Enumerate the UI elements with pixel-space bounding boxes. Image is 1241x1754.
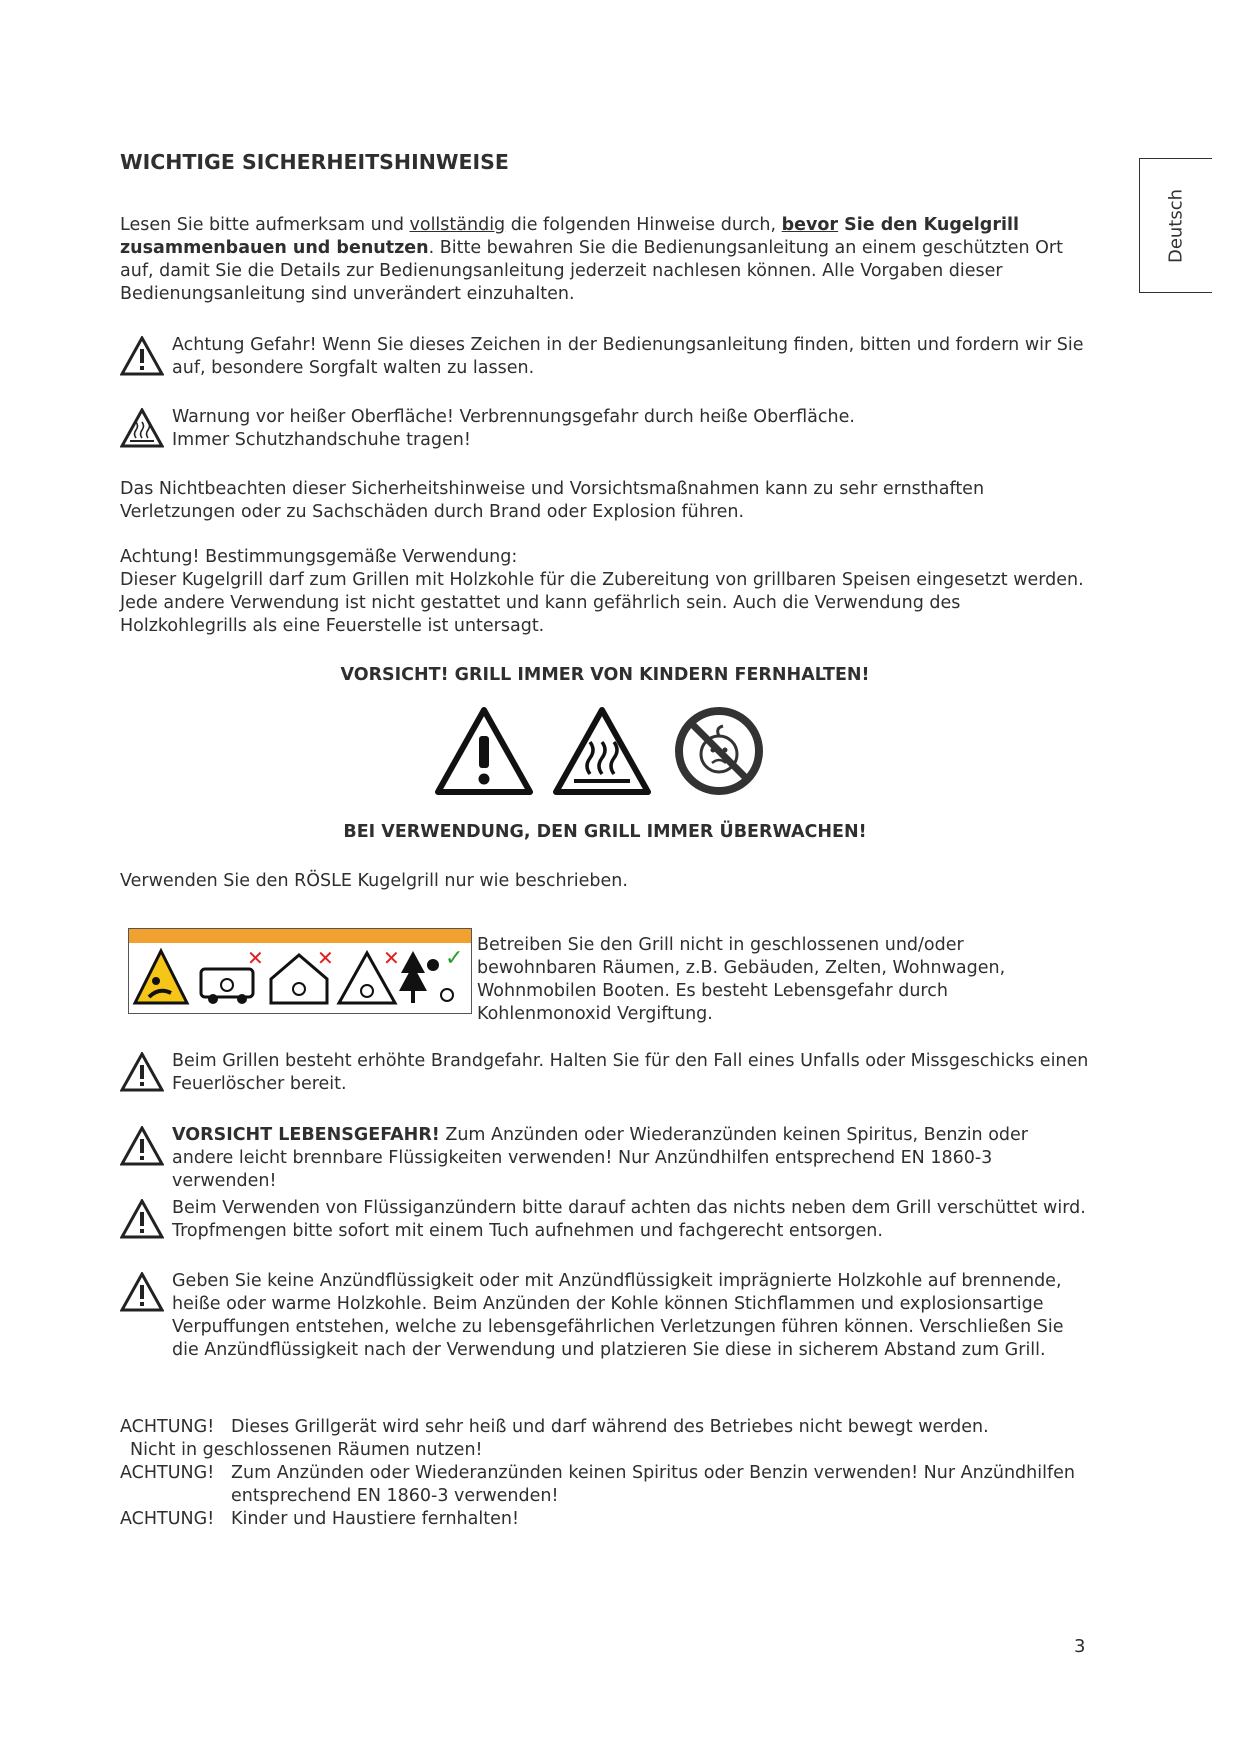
pictogram-header-bar: [129, 929, 471, 943]
svg-text:✕: ✕: [383, 946, 400, 970]
warning-hot-surface: Warnung vor heißer Oberfläche! Verbrennungsgefahr durch heiße Oberfläche. Immer Schutzhandschuhe tragen!: [120, 406, 1090, 452]
hot-surface-icon: [120, 408, 164, 448]
warning-fire-risk: Beim Grillen besteht erhöhte Brandgefahr. Halten Sie für den Fall eines Unfalls oder Missgeschicks einen Feuerlöscher bereit.: [120, 1050, 1090, 1096]
pictograms-icon: [129, 943, 470, 1013]
warning-triangle-icon: [120, 1052, 164, 1092]
warning-danger: Achtung Gefahr! Wenn Sie dieses Zeichen in der Bedienungsanleitung finden, bitten und fordern wir Sie auf, besondere Sorgfalt walten zu lassen.: [120, 334, 1090, 380]
large-hot-surface-icon: [552, 706, 652, 796]
svg-text:✕: ✕: [247, 946, 264, 970]
ignore-warning-paragraph: Das Nichtbeachten dieser Sicherheitshinweise und Vorsichtsmaßnahmen kann zu sehr ernsthaften Verletzungen oder zu Sachschäden durch Brand oder Explosion führen.: [120, 479, 985, 522]
caution-children: VORSICHT! GRILL IMMER VON KINDERN FERNHALTEN!: [340, 665, 870, 685]
page-title: WICHTIGE SICHERHEITSHINWEISE: [120, 150, 509, 174]
usage-title: Achtung! Bestimmungsgemäße Verwendung:: [120, 547, 518, 567]
language-tab-label: Deutsch: [1165, 188, 1187, 263]
warning-liquid-igniter: Beim Verwenden von Flüssiganzündern bitte darauf achten das nichts neben dem Grill verschüttet wird. Tropfmengen bitte sofort mit einem Tuch aufnehmen und fachgerecht entsorgen.: [120, 1197, 1090, 1243]
large-warning-triangle-icon: [434, 706, 534, 796]
notice-1: ACHTUNG! Dieses Grillgerät wird sehr heiß und darf während des Betriebes nicht bewegt werden. Nicht in geschlossenen Räumen nutzen!: [120, 1417, 989, 1460]
usage-section: [120, 546, 1090, 638]
caution-supervise: BEI VERWENDUNG, DEN GRILL IMMER ÜBERWACHEN!: [343, 822, 867, 842]
page-number: 3: [1074, 1636, 1086, 1657]
warning-no-fluid: Geben Sie keine Anzündflüssigkeit oder mit Anzündflüssigkeit imprägnierte Holzkohle auf brennende, heiße oder warme Holzkohle. Beim Anzünden der Kohle können Stichflammen und explosionsartige Verpuffungen entstehen, welche zu lebensgefährlichen Verletzungen führen können. Verschließen Sie die Anzündflüssigkeit nach der Verwendung und platzieren Sie diese in sicherem Abstand zum Grill.: [120, 1270, 1090, 1362]
notice-3: ACHTUNG! Kinder und Haustiere fernhalten!: [120, 1509, 519, 1529]
intro-paragraph: Lesen Sie bitte aufmerksam und vollständig die folgenden Hinweise durch, bevor Sie den Kugelgrill zusammenbauen und benutzen. Bitte bewahren Sie die Bedienungsanleitung an einem geschützten Ort auf, damit Sie die Details zur Bedienungsanleitung jederzeit nachlesen können. Alle Vorgaben dieser Bedienungsanleitung sind unverändert einzuhalten.: [120, 215, 1063, 304]
warning-triangle-icon: [120, 1199, 164, 1239]
language-tab: [1139, 158, 1212, 293]
warning-life-danger: VORSICHT LEBENSGEFAHR! Zum Anzünden oder Wiederanzünden keinen Spiritus, Benzin oder andere leicht brennbare Flüssigkeiten verwenden! Nur Anzündhilfen entsprechend EN 1860-3 verwenden!: [120, 1124, 1090, 1193]
closed-rooms-text: Betreiben Sie den Grill nicht in geschlossenen und/oder bewohnbaren Räumen, z.B. Gebäuden, Zelten, Wohnwagen, Wohnmobilen Booten. Es besteht Lebensgefahr durch Kohlenmonoxid Vergiftung.: [477, 935, 1006, 1024]
warning-triangle-icon: [120, 336, 164, 376]
use-as-described: Verwenden Sie den RÖSLE Kugelgrill nur wie beschrieben.: [120, 871, 628, 891]
svg-text:✕: ✕: [317, 946, 334, 970]
warning-triangle-icon: [120, 1126, 164, 1166]
usage-text: Dieser Kugelgrill darf zum Grillen mit Holzkohle für die Zubereitung von grillbaren Speisen eingesetzt werden. Jede andere Verwendung ist nicht gestattet und kann gefährlich sein. Auch die Verwendung des Holzkohlegrills als eine Feuerstelle ist untersagt.: [120, 570, 1084, 636]
svg-text:✓: ✓: [445, 946, 464, 971]
no-children-icon: [674, 706, 764, 796]
warning-triangle-icon: [120, 1272, 164, 1312]
notice-2: ACHTUNG! Zum Anzünden oder Wiederanzünden keinen Spiritus oder Benzin verwenden! Nur Anzündhilfen entsprechend EN 1860-3 verwenden!: [120, 1463, 1075, 1506]
no-indoor-use-pictograms: [128, 928, 472, 1014]
